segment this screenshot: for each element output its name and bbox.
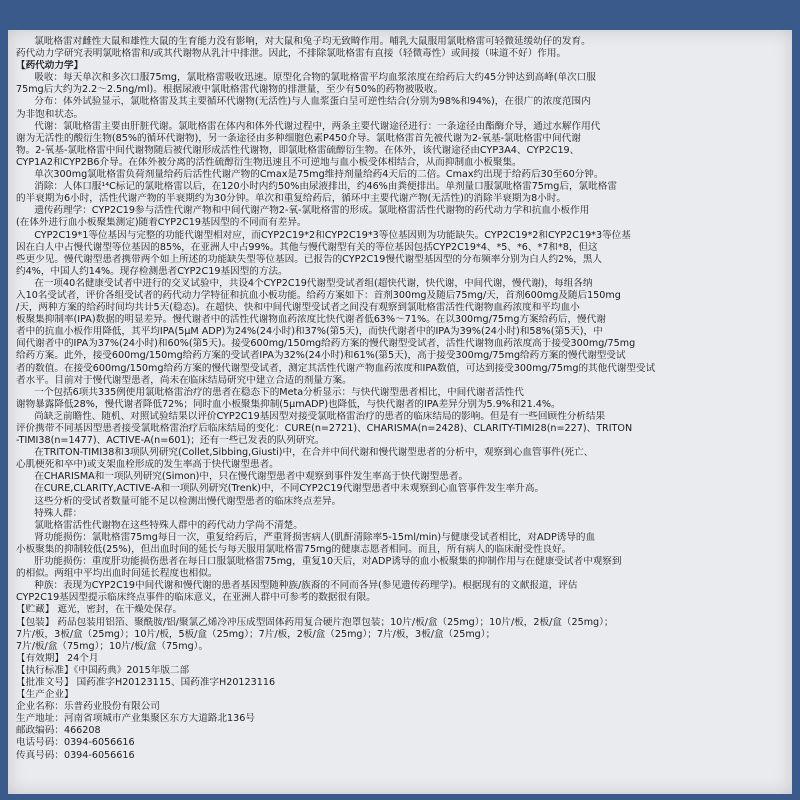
text-line: 因在白人中占慢代谢型等位基因的85%，在亚洲人中占99%。其他与慢代谢型有关的等位基因包括CYP2C19*4、*5、*6、*7和*8，但这 — [16, 241, 598, 253]
text-line: 【生产企业】 — [16, 689, 74, 701]
text-line: 单次300mg氯吡格雷负荷剂量给药后活性代谢产物的Cmax是75mg维持剂量给药4天后的二倍。Cmax约出现于给药后30至60分钟。 — [34, 169, 604, 181]
text-line: 种族：表现为CYP2C19中间代谢和慢代谢的患者基因型随种族/族裔的不同而各异(参见遗传药理学)。根据现有的文献报道，评估 — [34, 580, 578, 592]
text-line: 肾功能损伤：氯吡格雷75mg每日一次，重复给药后，严重肾损害病人(肌酐清除率5-15ml/min)与健康受试者相比，对ADP诱导的血 — [34, 531, 596, 543]
text-line: 【有效期】 24个月 — [16, 652, 99, 664]
text-line: 在一项40名健康受试者中进行的交叉试验中，共设4个CYP2C19代谢型受试者组(超快代谢，快代谢，中间代谢，慢代谢)，每组各纳 — [34, 277, 593, 289]
text-line: 吸收：每天单次和多次口服75mg，氯吡格雷吸收迅速。原型化合物的氯吡格雷平均血浆浓度在给药后大约45分钟达到高峰(单次口服 — [34, 72, 596, 84]
text-line: (在体外进行血小板聚集测定)随着CYP2C19基因型的不同而有差异。 — [16, 217, 307, 229]
text-line: 氯吡格雷对雌性大鼠和雄性大鼠的生育能力没有影响，对大鼠和兔子均无致畸作用。哺乳大鼠服用氯吡格雷可轻微延缓幼仔的发育。 — [34, 36, 591, 47]
text-line: 氯吡格雷活性代谢物在这些特殊人群中的药代动力学尚不清楚。 — [34, 519, 303, 531]
text-line: 药代动力学研究表明氯吡格雷和/或其代谢物从乳汁中排泄。因此，不排除氯吡格雷有直接（轻微毒性）或间接（味道不好）作用。 — [16, 48, 567, 60]
text-line: 【药代动力学】 — [16, 60, 84, 72]
text-line: 谢物暴露降低28%，慢代谢者降低72%；同时血小板聚集抑制(5μmADP)也降低，与快代谢者的IPA差异分别为5.9%和21.4%。 — [16, 398, 561, 410]
text-line: 【贮藏】 遮光，密封，在干燥处保存。 — [16, 604, 183, 616]
text-line: /天，两种方案的给药时间均共计5天(稳态)。在超快、快和中间代谢型受试者之间没有观察到氯吡格雷活性代谢物血药浓度和平均血小 — [16, 302, 580, 314]
text-line: 入10名受试者，评价各组受试者的药代动力学特征和抗血小板功能。给药方案如下：首剂300mg及随后75mg/天，首剂600mg及随后150mg — [16, 289, 621, 301]
text-line: 者水平。目前对于慢代谢型患者，尚未在临床结局研究中建立合适的剂量方案。 — [16, 374, 352, 386]
text-line: 给药方案。此外，接受600mg/150mg给药方案的受试者IPA为32%(24小时)和61%(第5天)，高于接受300mg/75mg给药方案的慢代谢型受试 — [16, 350, 626, 362]
text-line: 的相似。两组中平均出血时间延长程度也相似。 — [16, 568, 218, 580]
text-line: 在TRITON-TIMI38和3项队列研究(Collet,Sibbing,Giusti)中，在合并中间代谢和慢代谢型患者的分析中，观察到心血管事件(死亡、 — [34, 447, 594, 459]
text-line: -TIMI38(n=1477)、ACTIVE-A(n=601)；还有一些已发表的队列研究。 — [16, 435, 325, 447]
text-line: 些更少见。慢代谢型患者携带两个如上所述的功能缺失型等位基因。已报告的CYP2C19慢代谢型基因型的分布频率分别为白人约2%，黑人 — [16, 253, 603, 265]
text-line: 一个包括6项共335例使用氯吡格雷治疗的患者在稳态下的Meta分析显示：与快代谢型患者相比，中间代谢者活性代 — [34, 386, 524, 398]
text-line: 约4%，中国人约14%。现存检测患者CYP2C19基因型的方法。 — [16, 265, 288, 277]
text-line: CYP1A2和CYP2B6介导。在体外被分离的活性硫醇衍生物迅速且不可逆地与血小板受体相结合，从而抑制血小板聚集。 — [16, 156, 522, 168]
text-line: 代谢：氯吡格雷主要由肝脏代谢。氯吡格雷在体内和体外代谢过程中，两条主要代谢途径进行：一条途径由酯酶介导，通过水解作用代 — [34, 120, 601, 132]
text-line: 肝功能损伤：重度肝功能损伤患者在每日口服氯吡格雷75mg，重复10天后，对ADP诱导的血小板聚集的抑制作用与在健康受试者中观察到 — [34, 556, 622, 568]
text-line: 企业名称：乐普药业股份有限公司 — [16, 701, 160, 713]
text-line: 评价携带不同基因型患者接受氯吡格雷治疗后临床结局的变化：CURE(n=2721)、CHARISMA(n=2428)、CLARITY-TIMI28(n=227)、TRITON — [16, 423, 633, 434]
text-line: 板聚集抑制率(IPA)数据的明显差异。慢代谢者中的活性代谢物血药浓度比快代谢者低63%～71%。在以300mg/75mg方案给药后，慢代谢 — [16, 314, 606, 326]
text-line: 尚缺乏前瞻性、随机、对照试验结果以评价CYP2C19基因型对接受氯吡格雷治疗的患者的临床结局的影响。但是有一些回顾性分析结果 — [34, 410, 606, 422]
text-line: 7片/板，3板/盒（25mg）；10片/板，5板/盒（25mg）；7片/板，2板/盒（25mg）；7片/板，3板/盒（25mg）； — [16, 628, 496, 640]
text-line: 分布：体外试验显示，氯吡格雷及其主要循环代谢物(无活性)与人血浆蛋白呈可逆性结合(分别为98%和94%)，在很广的浓度范围内 — [34, 96, 591, 108]
text-line: 电话号码：0394-6056616 — [16, 737, 135, 749]
text-line: 特殊人群： — [34, 507, 83, 519]
text-line: 者的数值。在接受600mg/150mg给药方案的慢代谢型受试者，测定其活性代谢产物血药浓度和IPA数值，可达到接受300mg/75mg的其他代谢型受试 — [16, 362, 656, 374]
text-line: 间代谢者中的IPA为37%(24小时)和60%(第5天)。接受600mg/150mg给药方案的慢代谢型受试者，活性代谢物血药浓度高于接受300mg/75mg — [16, 338, 636, 350]
leaflet-text — [16, 36, 782, 762]
text-line: 【包装】 药品包装用铝箔、聚酰胺/铝/聚氯乙烯冷冲压成型固体药用复合硬片泡罩包装；10片/板/盒（25mg）；10片/板，2板/盒（25mg）； — [16, 616, 614, 628]
text-line: 在CURE,CLARITY,ACTIVE-A和一项队列研究(Trenk)中，不同CYP2C19代谢型患者中未观察到心血管事件发生率升高。 — [34, 483, 545, 495]
text-line: CYP2C19基因型提示临床终点事件的临床意义，在亚洲人群中可参考的数据很有限。 — [16, 592, 376, 604]
text-line: 谢为无活性的酸衍生物(85%的循环代谢物)，另一条途径由多种细胞色素P450介导。氯吡格雷首先被代谢为2-氧基-氯吡格雷中间代谢 — [16, 132, 581, 144]
text-line: 心肌梗死和卒中)或支架血栓形成的发生率高于快代谢型患者。 — [16, 459, 279, 471]
text-line: 小板聚集的抑制较低(25%)，但出血时间的延长与每天服用氯吡格雷75mg的健康志愿者相同。而且，所有病人的临床耐受性良好。 — [16, 543, 572, 555]
text-line: 在CHARISMA和一项队列研究(Simon)中，只在慢代谢型患者中观察到事件发生率高于快代谢型患者。 — [34, 471, 469, 483]
text-line: 遗传药理学：CYP2C19参与活性代谢产物和中间代谢产物2-氧-氯吡格雷的形成。氯吡格雷活性代谢物的药代动力学和抗血小板作用 — [34, 205, 590, 217]
text-line: 【执行标准】《中国药典》2015年版二部 — [16, 664, 190, 676]
text-line: 邮政编码：466208 — [16, 725, 101, 737]
text-line: 传真号码：0394-6056616 — [16, 749, 135, 761]
text-line: 的半衰期为6小时，活性代谢产物的半衰期约为30分钟。单次和重复给药后，循环中主要代谢产物(无活性)的消除半衰期为8小时。 — [16, 193, 566, 205]
text-line: 【批准文号】 国药准字H20123115、国药准字H20123116 — [16, 676, 276, 688]
text-line: 为非饱和状态。 — [16, 108, 84, 120]
text-line: 7片/板/盒（75mg）；10片/板/盒（75mg）。 — [16, 640, 209, 652]
text-line: CYP2C19*1等位基因与完整的功能代谢型相对应，而CYP2C19*2和CYP2C19*3等位基因则为功能缺失。CYP2C19*2和CYP2C19*3等位基 — [34, 229, 631, 241]
text-line: 生产地址：河南省项城市产业集聚区东方大道路北136号 — [16, 713, 255, 725]
text-line: 物。2-氧基-氯吡格雷中间代谢物随后被代谢形成活性代谢物，即氯吡格雷硫醇衍生物。在体外，该代谢途径由CYP3A4、CYP2C19、 — [16, 144, 580, 156]
text-line: 75mg后大约为2.2～2.5ng/ml)。根据尿液中氯吡格雷代谢物的排泄量，至少有50%的药物被吸收。 — [16, 84, 444, 96]
document-page — [8, 30, 792, 794]
text-line: 这些分析的受试者数量可能不足以检测出慢代谢型患者的临床终点差异。 — [34, 495, 342, 507]
text-line: 消除：人体口服¹⁴C标记的氯吡格雷以后，在120小时内约50%由尿液排出，约46%由粪便排出。单剂量口服氯吡格雷75mg后，氯吡格雷 — [34, 181, 617, 193]
text-line: 者中的抗血小板作用降低，其平均IPA(5μM ADP)为24%(24小时)和37%(第5天)，而快代谢者中的IPA为39%(24小时)和58%(第5天)，中 — [16, 326, 603, 338]
